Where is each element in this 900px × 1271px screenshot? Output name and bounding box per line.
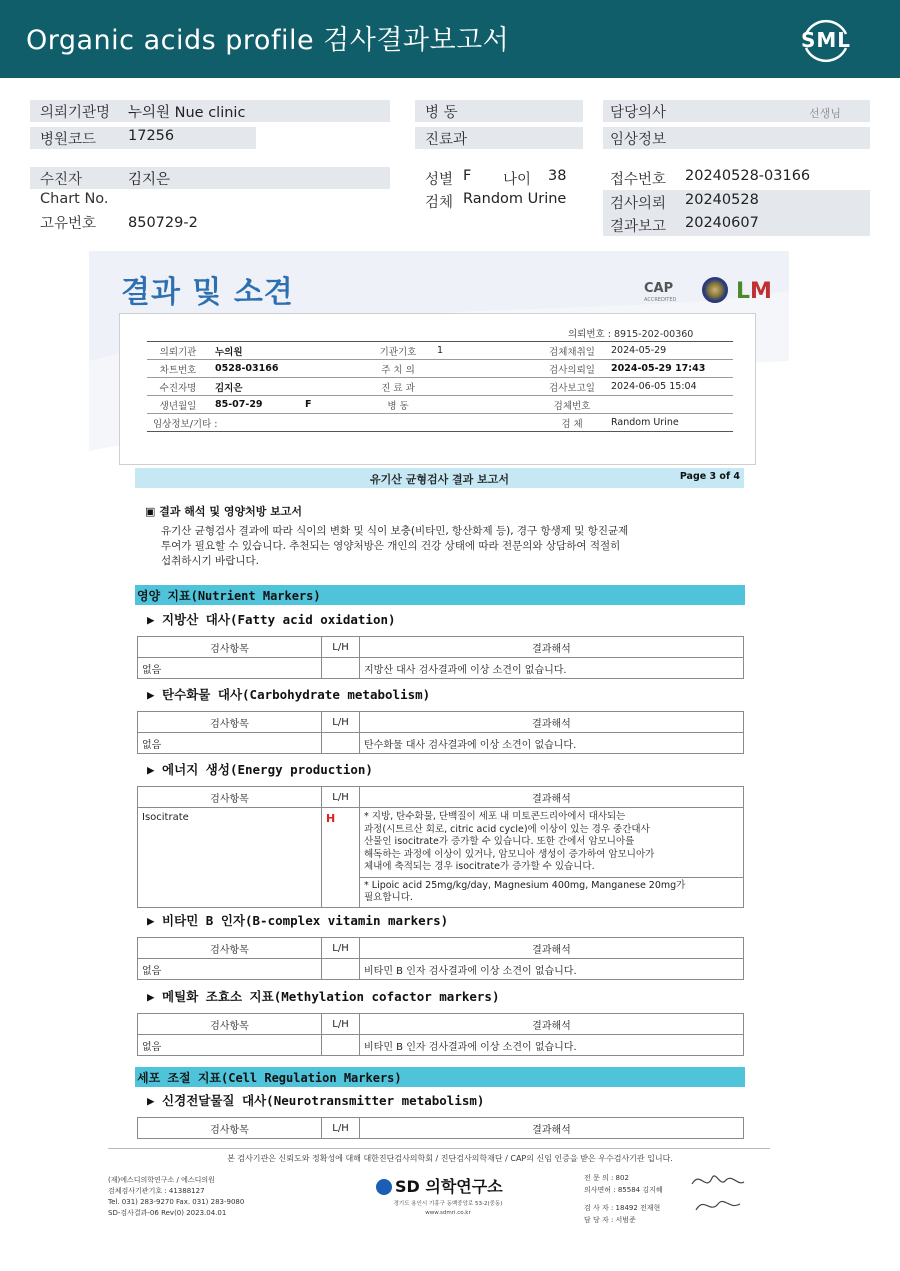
footer-signers	[584, 1172, 663, 1226]
ward-label: 병 동	[425, 105, 458, 121]
category-label: 영양 지표(Nutrient Markers)	[137, 589, 321, 603]
rx-line: 필요합니다.	[364, 892, 413, 903]
subheading-fatty-acid: ▶ 지방산 대사(Fatty acid oxidation)	[147, 612, 396, 627]
seal-icon	[702, 277, 728, 303]
pt-cell: 수진자명	[147, 378, 209, 396]
signer-line: 전 문 의 : 802	[584, 1174, 629, 1182]
flag-cell	[322, 658, 360, 679]
uid-label: 고유번호	[40, 216, 97, 232]
rx-line: * Lipoic acid 25mg/kg/day, Magnesium 400mg, Manganese 20mg가	[364, 879, 686, 891]
col-interp: 결과해석	[360, 1118, 744, 1139]
table-header-row	[138, 938, 744, 959]
col-interp: 결과해석	[360, 712, 744, 733]
pt-cell: 0528-03166	[209, 360, 299, 378]
chart-label: Chart No.	[40, 191, 109, 207]
col-lh: L/H	[322, 712, 360, 733]
specimen-value: Random Urine	[463, 191, 567, 207]
col-item: 검사항목	[138, 712, 322, 733]
report-header	[0, 0, 900, 78]
patient-table	[147, 341, 733, 432]
subheading-vitamin-b: ▶ 비타민 B 인자(B-complex vitamin markers)	[147, 913, 449, 928]
pt-cell: 병 동	[365, 396, 431, 414]
table-header-row	[138, 787, 744, 808]
item-cell: 없음	[138, 1035, 322, 1056]
pt-cell: Random Urine	[605, 414, 733, 432]
neurotransmitter-table	[137, 1117, 744, 1139]
request-number-label: 의뢰번호 :	[568, 329, 611, 340]
pt-cell: 임상정보/기타 :	[147, 414, 299, 432]
col-item: 검사항목	[138, 1014, 322, 1035]
table-row	[147, 378, 733, 396]
pt-cell: 누의원	[209, 342, 299, 360]
hospital-code-label: 병원코드	[40, 132, 97, 148]
col-interp: 결과해석	[360, 938, 744, 959]
interp-line: 섭취하시기 바랍니다.	[161, 555, 259, 567]
table-row	[138, 808, 744, 878]
pt-cell	[299, 378, 365, 396]
interp-cell	[360, 808, 744, 878]
interp-cell: 비타민 B 인자 검사결과에 이상 소견이 없습니다.	[360, 959, 744, 980]
pt-cell	[365, 414, 431, 432]
col-interp: 결과해석	[360, 1014, 744, 1035]
hospital-code-value: 17256	[128, 128, 175, 144]
interp-cell: 비타민 B 인자 검사결과에 이상 소견이 없습니다.	[360, 1035, 744, 1056]
age-label: 나이	[503, 172, 532, 188]
footer-line: (재)에스디의학연구소 / 에스디의원	[108, 1176, 215, 1184]
interp-line: * 지방, 탄수화물, 단백질이 세포 내 미토콘드리아에서 대사되는	[364, 811, 626, 822]
sd-logo-text: SD 의학연구소	[395, 1177, 503, 1196]
table-row	[147, 360, 733, 378]
pt-cell: 1	[431, 342, 539, 360]
item-cell: 없음	[138, 658, 322, 679]
item-cell: Isocitrate	[138, 808, 322, 908]
col-item: 검사항목	[138, 938, 322, 959]
subheading-neurotransmitter: ▶ 신경전달물질 대사(Neurotransmitter metabolism)	[147, 1093, 485, 1108]
table-header-row	[138, 1014, 744, 1035]
cap-badge: CAP	[644, 281, 674, 296]
pt-cell	[431, 414, 539, 432]
footer-divider	[108, 1148, 770, 1149]
energy-table	[137, 786, 744, 908]
col-lh: L/H	[322, 787, 360, 808]
pt-cell: 검체채취일	[539, 342, 605, 360]
page-title: Organic acids profile 검사결과보고서	[26, 25, 510, 56]
signer-line: 담 당 자 : 서범준	[584, 1216, 636, 1224]
doctor-label: 담당의사	[610, 105, 667, 121]
interp-cell: 지방산 대사 검사결과에 이상 소견이 없습니다.	[360, 658, 744, 679]
signature-icon	[688, 1166, 748, 1218]
footer-line: Tel. 031) 283-9270 Fax. 031) 283-9080	[108, 1198, 245, 1206]
interp-line: 투여가 필요할 수 있습니다. 추천되는 영양처방은 개인의 건강 상태에 따라 전문의와 상담하여 적절히	[161, 540, 621, 552]
table-header-row	[138, 637, 744, 658]
methylation-table	[137, 1013, 744, 1056]
pt-cell: 의뢰기관	[147, 342, 209, 360]
pt-cell	[431, 360, 539, 378]
cap-badge-sub: ACCREDITED	[644, 297, 677, 303]
col-interp: 결과해석	[360, 787, 744, 808]
pt-cell: 차트번호	[147, 360, 209, 378]
patient-table-box	[119, 313, 756, 465]
pt-cell: 85-07-29	[209, 396, 299, 414]
footer-line: 검체검사기관기호 : 41388127	[108, 1187, 205, 1195]
institution-label: 의뢰기관명	[40, 105, 111, 121]
subheading-carbohydrate: ▶ 탄수화물 대사(Carbohydrate metabolism)	[147, 687, 431, 702]
col-item: 검사항목	[138, 787, 322, 808]
specimen-label: 검체	[425, 195, 454, 211]
institution-value: 누의원 Nue clinic	[128, 105, 246, 121]
section-title-bar	[135, 468, 744, 488]
pt-cell: 검사의뢰일	[539, 360, 605, 378]
patient-label: 수진자	[40, 172, 83, 188]
footer-address: 경기도 용인시 기흥구 동백중앙로 53-2(중동)	[393, 1201, 503, 1207]
pt-cell: 주 치 의	[365, 360, 431, 378]
dept-label: 진료과	[425, 132, 468, 148]
pt-cell	[431, 396, 539, 414]
carbohydrate-table	[137, 711, 744, 754]
interp-line: 유기산 균형검사 결과에 따라 식이의 변화 및 식이 보충(비타민, 항산화제 등), 경구 항생제 및 항진균제	[161, 525, 629, 537]
request-label: 검사의뢰	[610, 196, 667, 212]
page-indicator: Page 3 of 4	[679, 471, 740, 482]
pt-cell	[431, 378, 539, 396]
fatty-acid-table	[137, 636, 744, 679]
interp-line: 체내에 축적되는 경우 isocitrate가 증가할 수 있습니다.	[364, 861, 595, 872]
age-value: 38	[548, 168, 567, 184]
table-row	[138, 658, 744, 679]
rx-cell	[360, 877, 744, 907]
receipt-value: 20240528-03166	[685, 168, 811, 184]
request-number-value: 8915-202-00360	[613, 329, 694, 340]
footer-line: SD-검사결과-06 Rev(0) 2023.04.01	[108, 1209, 227, 1217]
col-item: 검사항목	[138, 637, 322, 658]
receipt-label: 접수번호	[610, 172, 667, 188]
report-date-value: 20240607	[685, 215, 759, 231]
col-lh: L/H	[322, 1014, 360, 1035]
sd-logo-icon	[376, 1179, 392, 1195]
signer-line: 의사면허 : 85584 김지혜	[584, 1186, 663, 1194]
sml-logo-text: SML	[800, 28, 852, 52]
flag-cell	[322, 959, 360, 980]
table-row	[147, 342, 733, 360]
col-lh: L/H	[322, 938, 360, 959]
item-cell: 없음	[138, 733, 322, 754]
interp-paragraph	[161, 524, 731, 569]
patient-value: 김지은	[128, 172, 171, 188]
sex-label: 성별	[425, 172, 454, 188]
interp-line: 과정(시트르산 회로, citric acid cycle)에 이상이 있는 경우 중간대사	[364, 823, 650, 835]
table-row	[138, 959, 744, 980]
table-row	[138, 733, 744, 754]
pt-cell: F	[299, 396, 365, 414]
request-value: 20240528	[685, 192, 759, 208]
flag-cell	[322, 733, 360, 754]
pt-cell: 2024-05-29 17:43	[605, 360, 733, 378]
item-cell: 없음	[138, 959, 322, 980]
footer-lab-info	[108, 1175, 244, 1219]
flag-cell	[322, 808, 360, 908]
sex-value: F	[463, 168, 472, 184]
interp-heading: ▣ 결과 해석 및 영양처방 보고서	[145, 505, 303, 518]
subheading-energy: ▶ 에너지 생성(Energy production)	[147, 762, 373, 777]
pt-cell	[299, 414, 365, 432]
col-interp: 결과해석	[360, 637, 744, 658]
subheading-methylation: ▶ 메틸화 조효소 지표(Methylation cofactor markers)	[147, 989, 500, 1004]
table-row	[147, 396, 733, 414]
col-lh: L/H	[322, 1118, 360, 1139]
flag-cell	[322, 1035, 360, 1056]
pt-cell: 2024-06-05 15:04	[605, 378, 733, 396]
signer-line: 검 사 자 : 18492 전재현	[584, 1204, 661, 1212]
interp-cell: 탄수화물 대사 검사결과에 이상 소견이 없습니다.	[360, 733, 744, 754]
pt-cell: 기관기호	[365, 342, 431, 360]
pt-cell	[605, 396, 733, 414]
pt-cell: 검사보고일	[539, 378, 605, 396]
category-cell-regulation	[135, 1067, 745, 1087]
category-nutrient	[135, 585, 745, 605]
pt-cell	[299, 342, 365, 360]
col-lh: L/H	[322, 637, 360, 658]
footer-accreditation-note: 본 검사기관은 신뢰도와 정확성에 대해 대한진단검사의학회 / 진단검사의학재단 / CAP의 신임 인증을 받은 우수검사기관 입니다.	[227, 1154, 673, 1163]
pt-cell: 검 체	[539, 414, 605, 432]
pt-cell: 검체번호	[539, 396, 605, 414]
vitamin-b-table	[137, 937, 744, 980]
table-header-row	[138, 1118, 744, 1139]
footer-website: www.sdmri.co.kr	[425, 1210, 471, 1216]
col-item: 검사항목	[138, 1118, 322, 1139]
high-flag: H	[326, 812, 336, 825]
lm-logo-icon: LM	[736, 279, 772, 304]
request-number	[568, 326, 693, 340]
uid-value: 850729-2	[128, 215, 198, 231]
report-date-label: 결과보고	[610, 219, 667, 235]
clinical-label: 임상정보	[610, 132, 667, 148]
section-title: 유기산 균형검사 결과 보고서	[370, 473, 509, 486]
pt-cell: 김지은	[209, 378, 299, 396]
table-row	[138, 1035, 744, 1056]
table-header-row	[138, 712, 744, 733]
interp-line: 해독하는 과정에 이상이 있거나, 암모니아 생성이 증가하여 암모니아가	[364, 848, 655, 860]
pt-cell: 2024-05-29	[605, 342, 733, 360]
pt-cell: 진 료 과	[365, 378, 431, 396]
patient-bar	[30, 167, 390, 189]
doctor-suffix: 선생님	[809, 107, 841, 120]
category-label: 세포 조절 지표(Cell Regulation Markers)	[137, 1071, 402, 1085]
pt-cell	[299, 360, 365, 378]
interp-line: 산물인 isocitrate가 증가할 수 있습니다. 또한 간에서 암모니아를	[364, 836, 635, 847]
result-title: 결과 및 소견	[121, 275, 294, 310]
table-row	[147, 414, 733, 432]
pt-cell: 생년월일	[147, 396, 209, 414]
sml-logo	[798, 12, 854, 68]
scanned-report	[89, 251, 789, 1146]
